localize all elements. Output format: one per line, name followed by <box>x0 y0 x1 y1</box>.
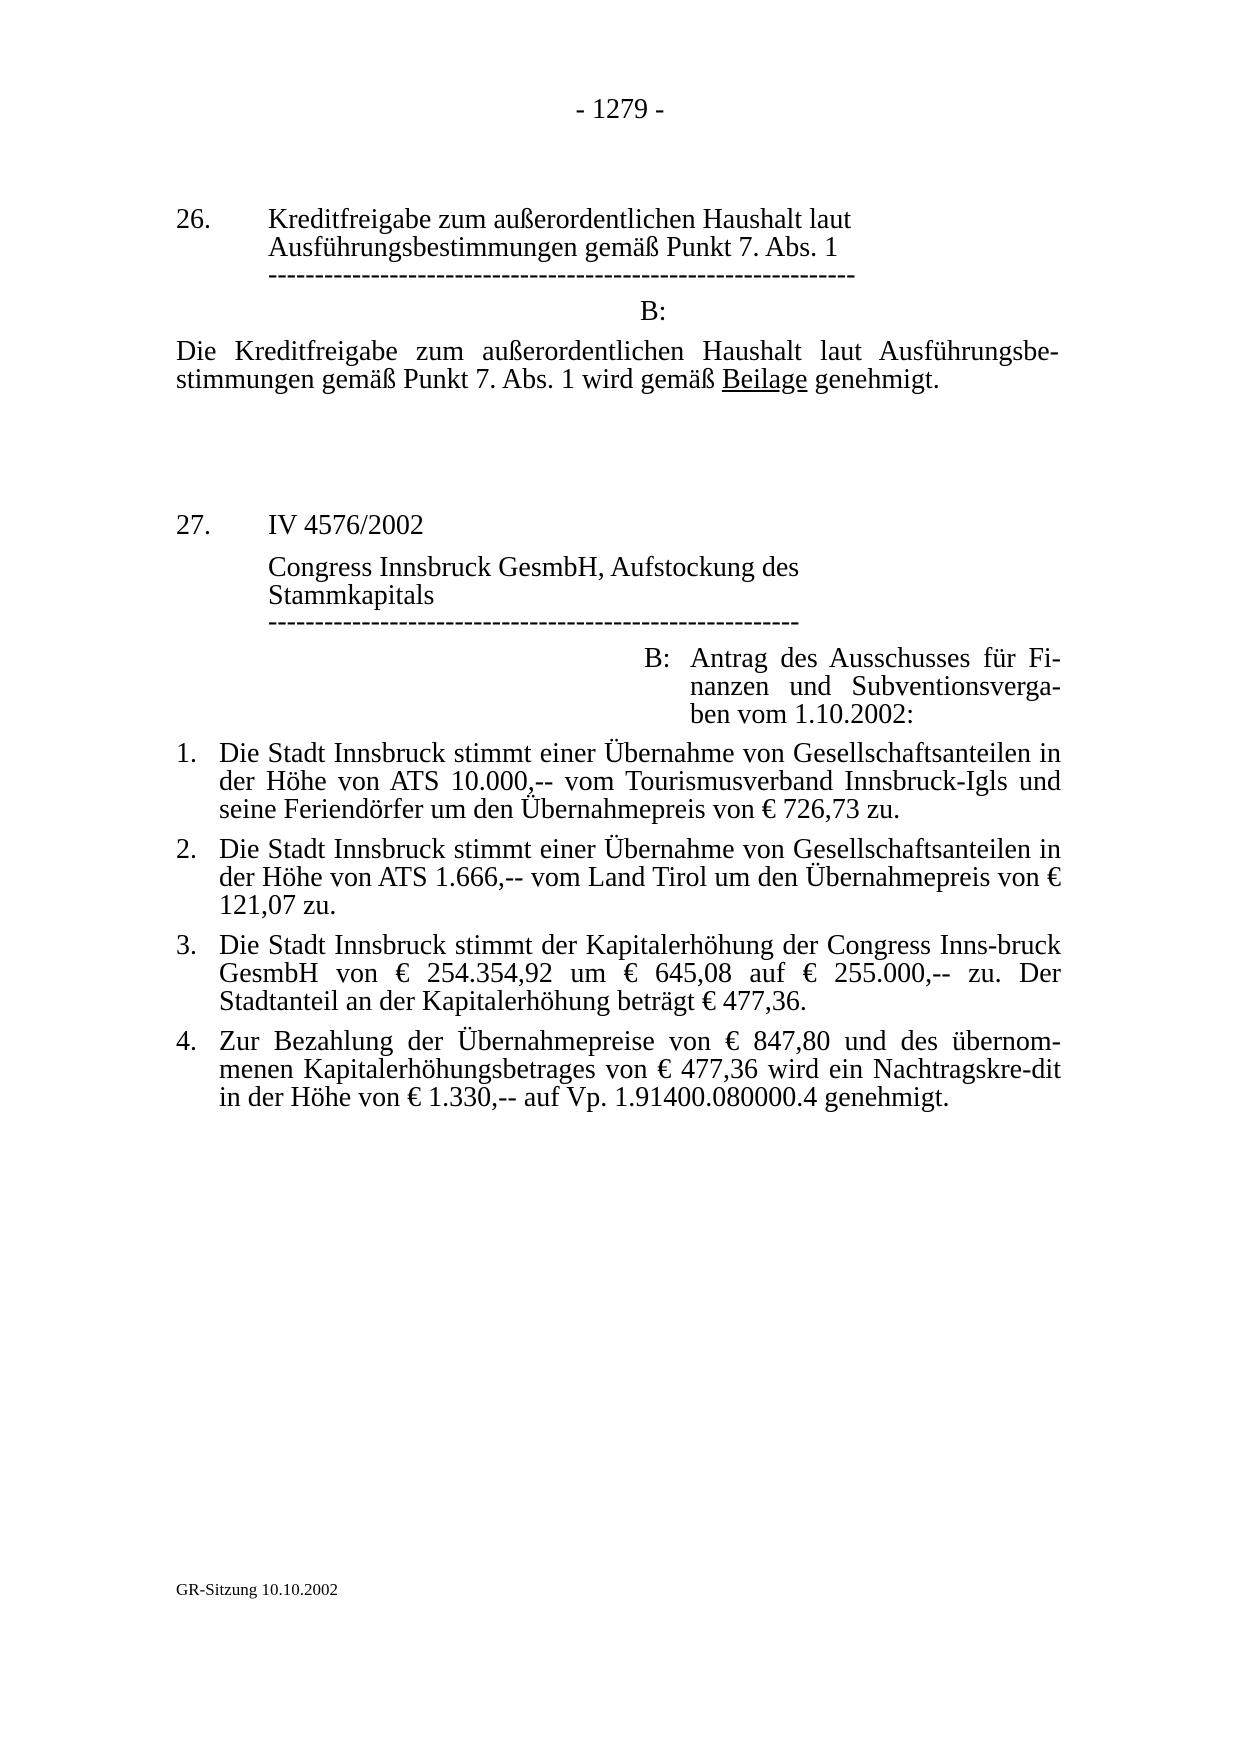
item-27-resolution-list <box>176 740 1061 1124</box>
list-item-text: Die Stadt Innsbruck stimmt einer Übernahme von Gesellschaftsanteilen in der Höhe von ATS 10.000,-- vom Tourismusverband Innsbruck-Igls und seine Feriendörfer um den Übernahmepreis von € 726,73 zu. <box>219 738 1061 825</box>
item-26-heading-line1: Kreditfreigabe zum außerordentlichen Haushalt laut <box>268 204 852 235</box>
list-item-number: 3. <box>176 930 197 961</box>
item-27-motion-text: Antrag des Ausschusses für Fi-nanzen und Subventionsverga-ben vom 1.10.2002: <box>690 643 1061 730</box>
list-item-number: 1. <box>176 738 197 769</box>
list-item <box>176 740 1061 824</box>
list-item-number: 2. <box>176 834 197 865</box>
list-item <box>176 1028 1061 1112</box>
item-27-number: 27. <box>176 510 211 541</box>
item-26-number: 26. <box>176 204 211 235</box>
list-item-text: Zur Bezahlung der Übernahmepreise von € 847,80 und des übernom-menen Kapitalerhöhungsbetrages von € 477,36 wird ein Nachtragskre-dit in der Höhe von € 1.330,-- auf Vp. 1.91400.080000.4 genehmigt. <box>219 1026 1061 1113</box>
list-item-text: Die Stadt Innsbruck stimmt der Kapitalerhöhung der Congress Inns-bruck GesmbH von € 254.354,92 um € 645,08 auf € 255.000,-- zu. Der Stadtanteil an der Kapitalerhöhung beträgt € 477,36. <box>219 930 1061 1017</box>
list-item <box>176 932 1061 1016</box>
list-item-text: Die Stadt Innsbruck stimmt einer Übernahme von Gesellschaftsanteilen in der Höhe von ATS 1.666,-- vom Land Tirol um den Übernahmepreis von € 121,07 zu. <box>219 834 1061 921</box>
page-number: - 1279 - <box>575 94 665 125</box>
list-item-number: 4. <box>176 1026 197 1057</box>
item-26-heading <box>268 206 968 262</box>
item-27-divider: --------------------------------------------------------- <box>268 606 800 637</box>
item-26-resolution-text <box>176 338 1059 394</box>
item-27-heading-line2: Stammkapitals <box>268 580 435 611</box>
beilage-link[interactable]: Beilage <box>721 364 808 395</box>
item-27-reference: IV 4576/2002 <box>268 510 424 541</box>
item-26-body-part2: genehmigt. <box>807 364 940 395</box>
item-27-heading-line1: Congress Innsbruck GesmbH, Aufstockung des <box>268 552 800 583</box>
page-footer: GR-Sitzung 10.10.2002 <box>176 1580 338 1599</box>
list-item <box>176 836 1061 920</box>
item-26-divider: --------------------------------------------------------------- <box>268 259 856 290</box>
item-26-body-part1: Die Kreditfreigabe zum außerordentlichen Haushalt laut Ausführungsbe-stimmungen gemäß Punkt 7. Abs. 1 wird gemäß <box>176 336 1059 395</box>
item-27-resolution-label: B: <box>644 643 671 674</box>
item-26-heading-line2: Ausführungsbestimmungen gemäß Punkt 7. Abs. 1 <box>268 232 839 263</box>
item-26-resolution-label: B: <box>640 296 667 327</box>
item-27-heading <box>268 554 868 610</box>
